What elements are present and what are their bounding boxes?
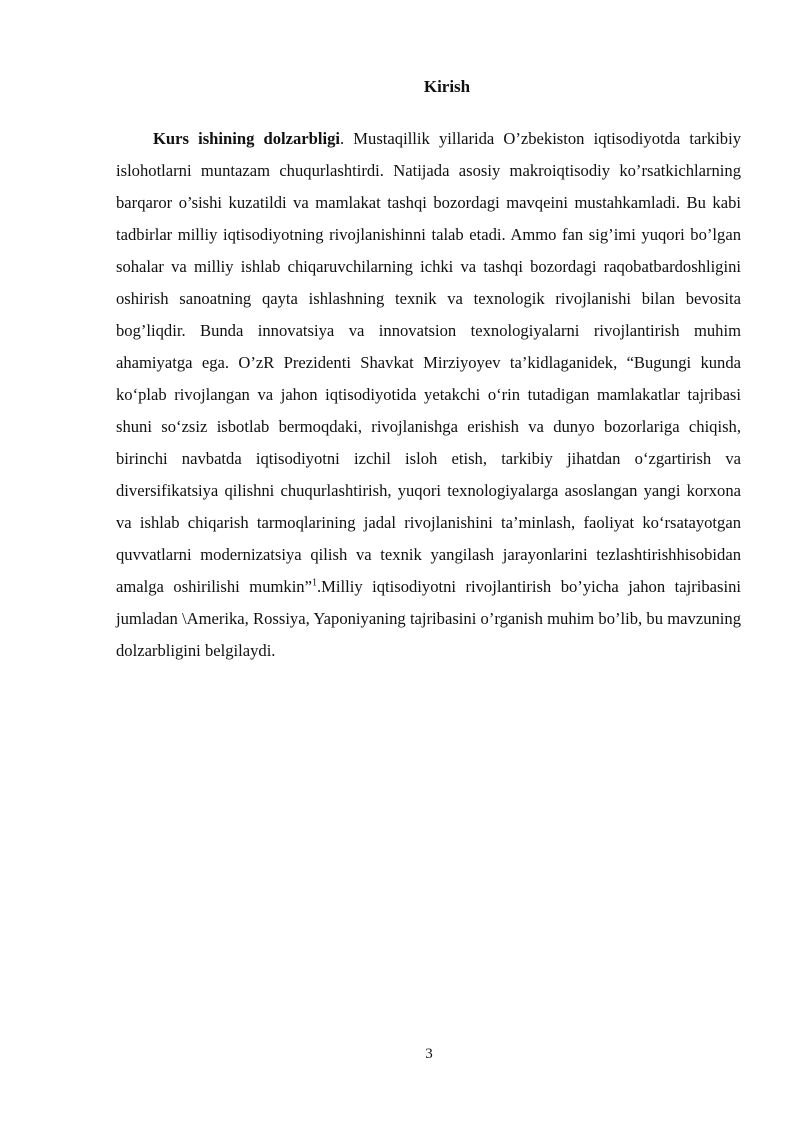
lead-label: Kurs ishining dolzarbligi <box>153 129 341 148</box>
paragraph-text: Mustaqillik yillarida O’zbekiston iqtisodiyotda tarkibiy islohotlarni muntazam chuqurlashtirdi. Natijada asosiy makroiqtisodiy ko’rsatkichlarning barqaror o’sishi kuzatildi va mamlakat tashqi bozordagi mavqeini mustahkamladi. Bu kabi tadbirlar milliy iqtisodiyotning rivojlanishinni talab etadi. Ammo fan sig’imi yuqori bo’lgan sohalar va milliy ishlab chiqaruvchilarning ichki va tashqi bozordagi raqobatbardoshligini oshirish sanoatning qayta ishlashning texnik va texnologik rivojlanishi bilan bevosita bog’liqdir. Bunda innovatsiya va innovatsion texnologiyalarni rivojlantirish muhim ahamiyatga ega. O’zR Prezidenti Shavkat Mirziyoyev ta’kidlaganidek, “Bugungi kunda ko‘plab rivojlangan va jahon iqtisodiyotida yetakchi o‘rin tutadigan mamlakatlar tajribasi shuni so‘zsiz isbotlab bermoqdaki, rivojlanishga erishish va dunyo bozorlariga chiqish, birinchi navbatda iqtisodiyotni izchil isloh etish, tarkibiy jihatdan o‘zgartirish va diversifikatsiya qilishni chuqurlashtirish, yuqori texnologiyalarga asoslangan yangi korxona va ishlab chiqarish tarmoqlarining jadal rivojlanishini ta’minlash, faoliyat ko‘rsatayotgan quvvatlarni modernizatsiya qilish va texnik yangilash jarayonlarini tezlashtirishhisobidan amalga oshirilishi mumkin” <box>116 129 742 596</box>
section-heading: Kirish <box>423 77 471 96</box>
body-paragraph <box>116 123 741 667</box>
footnote-reference[interactable]: 1 <box>311 577 317 589</box>
lead-punctuation: . <box>340 129 354 148</box>
paragraph-text-continued: .Milliy iqtisodiyotni rivojlantirish bo’yicha jahon tajribasini jumladan \Amerika, Rossiya, Yaponiyaning tajribasini o’rganish muhim bo’lib, bu mavzuning dolzarbligini belgilaydi. <box>116 577 741 660</box>
page-number: 3 <box>425 1046 433 1062</box>
